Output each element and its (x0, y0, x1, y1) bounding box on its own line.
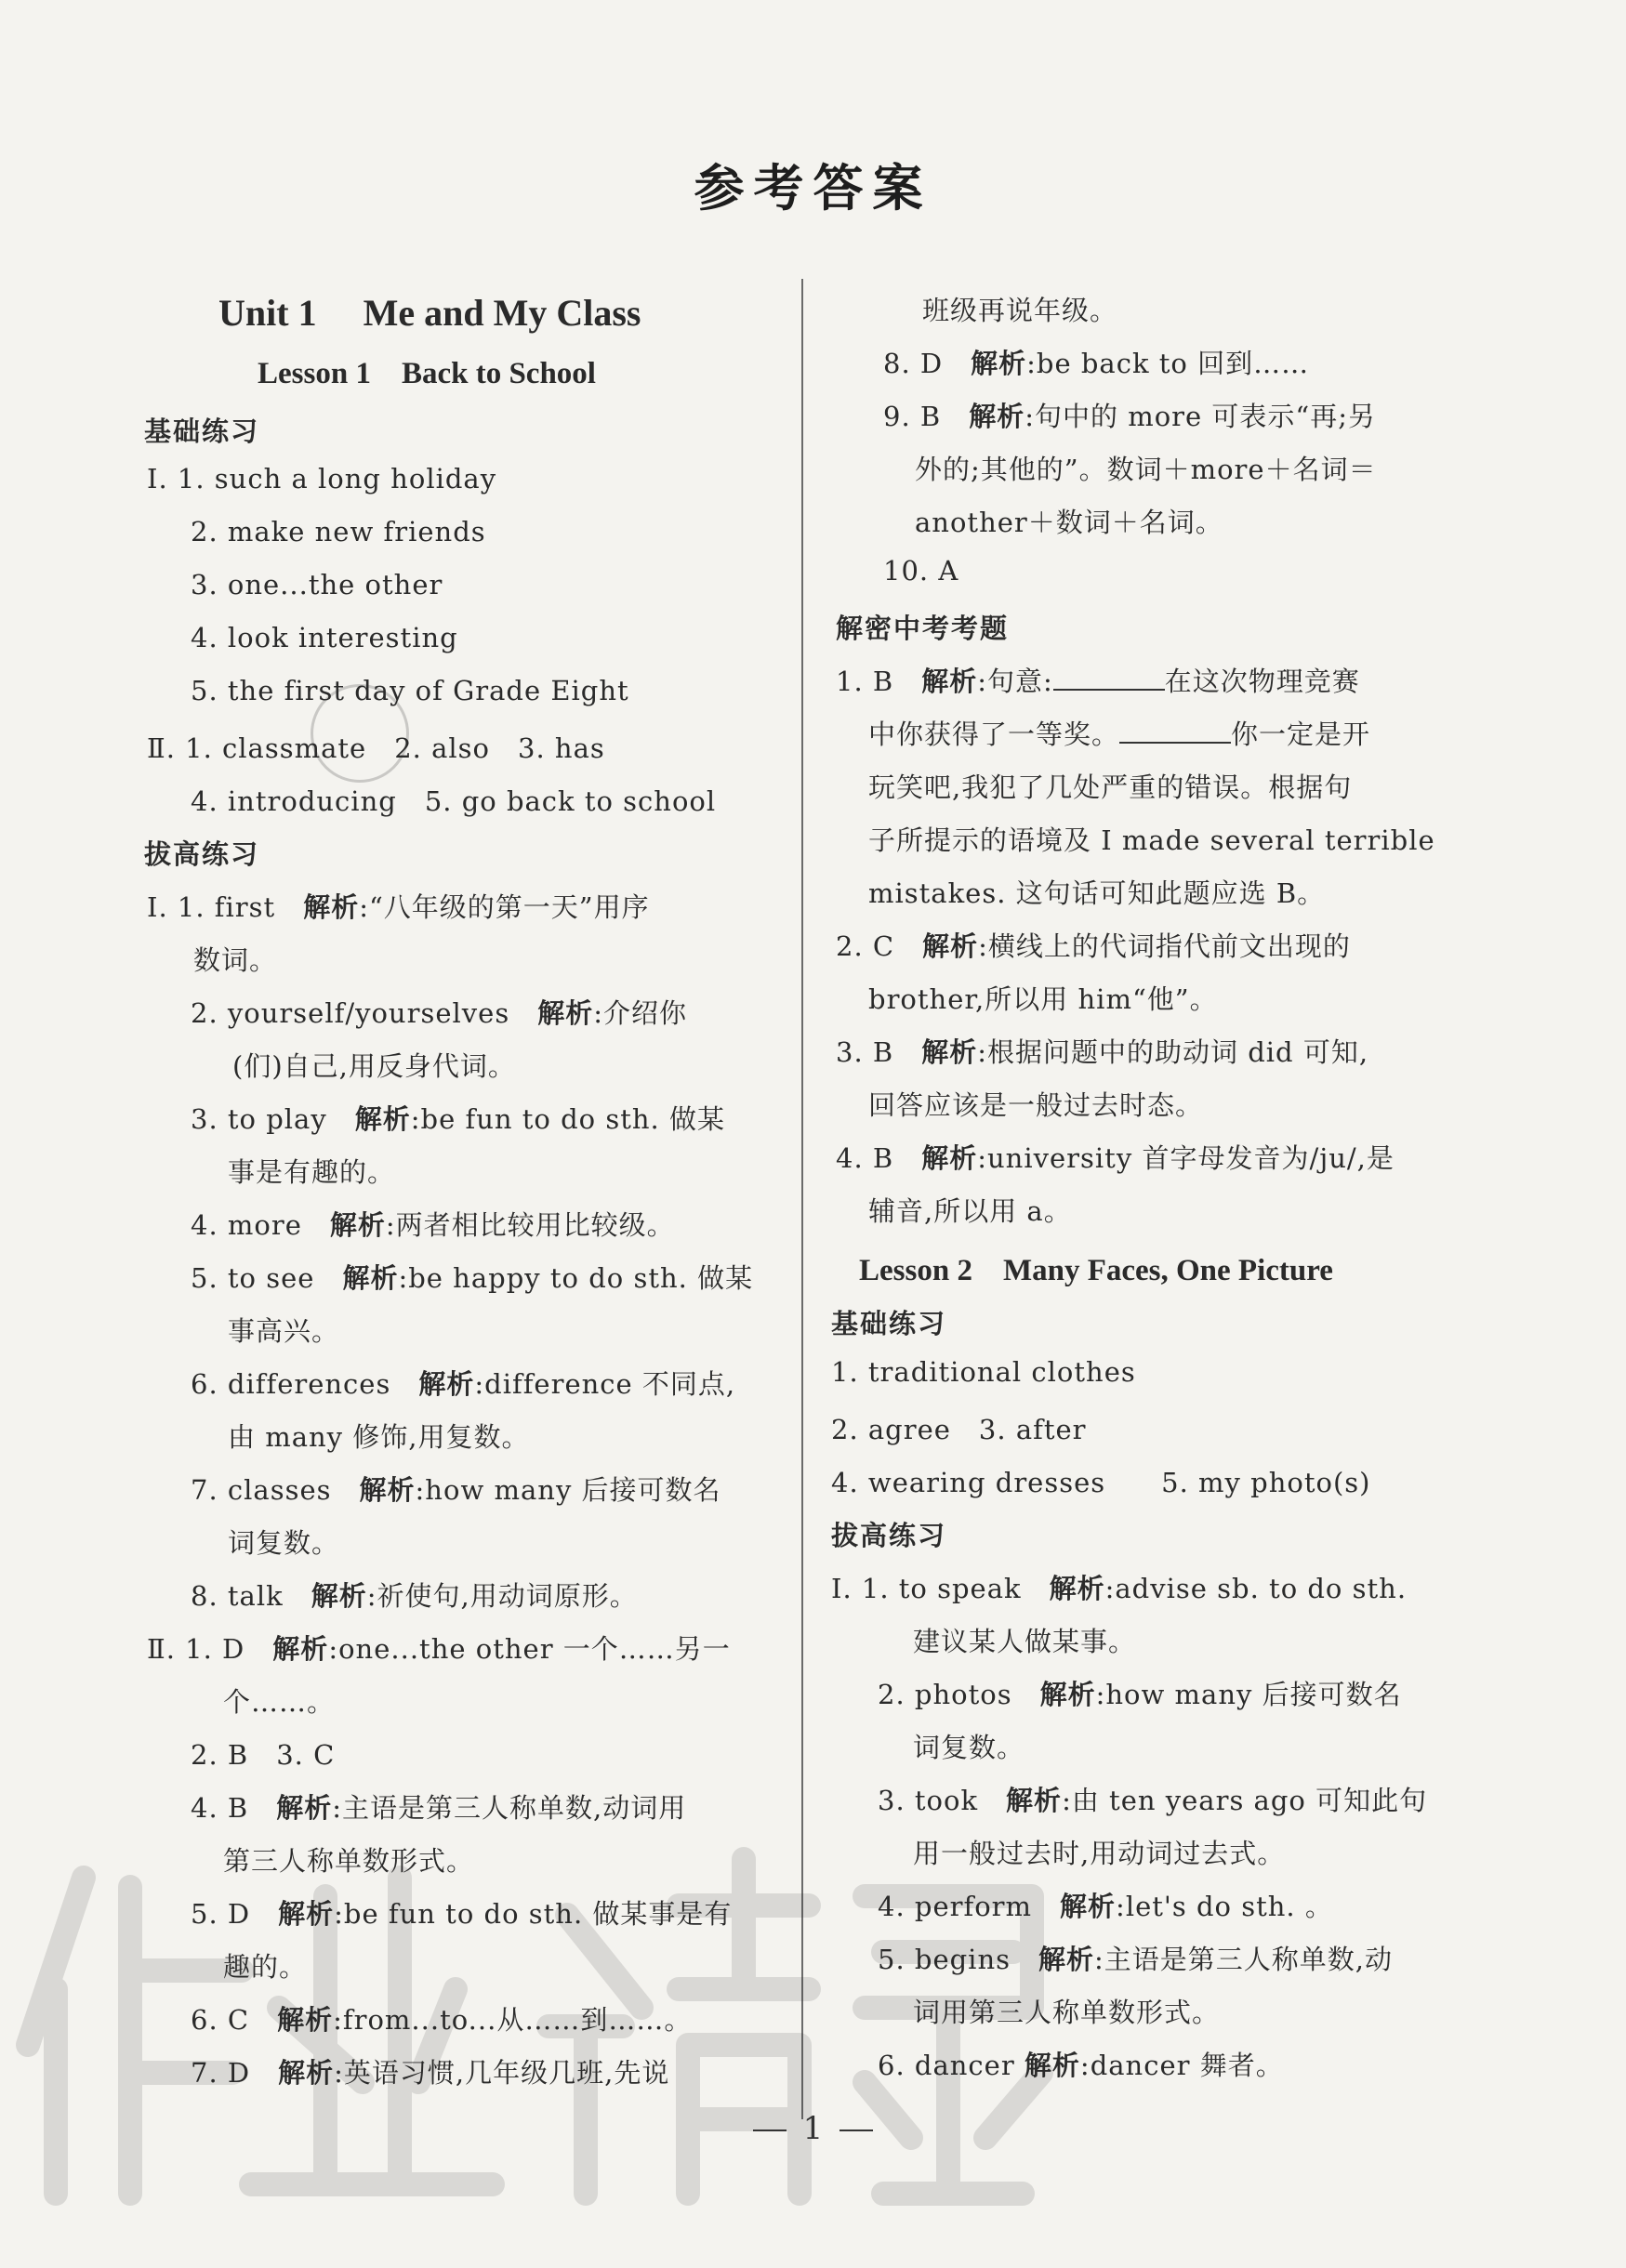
answer-line: brother,所以用 him“他”。 (868, 983, 1218, 1015)
fill-blank (1119, 719, 1231, 744)
answer-line: 词复数。 (913, 1732, 1025, 1763)
basic-line: 1. traditional clothes (831, 1356, 1136, 1388)
answer-line: 数词。 (193, 944, 278, 976)
basic-line: 4. look interesting (191, 622, 458, 653)
answer-line: 趣的。 (223, 1951, 308, 1983)
answer-line: Ⅰ. 1. to speak 解析:advise sb. to do sth. (831, 1573, 1408, 1604)
basic-line: 4. wearing dresses 5. my photo(s) (831, 1467, 1371, 1498)
answer-line: 3. to play 解析:be fun to do sth. 做某 (191, 1103, 725, 1135)
answer-line: 子所提示的语境及 I made several terrible (868, 824, 1435, 856)
fill-blank (1053, 666, 1165, 691)
answer-line: 事是有趣的。 (228, 1156, 396, 1188)
basic-line: 2. make new friends (191, 516, 486, 547)
answer-line: 1. B 解析:句意: 在这次物理竞赛 (836, 666, 1360, 697)
answer-line: 个……。 (223, 1686, 336, 1718)
answer-line: 7. classes 解析:how many 后接可数名 (191, 1474, 721, 1506)
answer-line: 建议某人做某事。 (913, 1626, 1137, 1657)
page-number: 1 (0, 2110, 1626, 2147)
answer-line: 4. B 解析:主语是第三人称单数,动词用 (191, 1792, 687, 1824)
answer-line: (们)自己,用反身代词。 (232, 1050, 516, 1082)
page-title: 参考答案 (694, 159, 932, 218)
answer-line: 5. begins 解析:主语是第三人称单数,动 (878, 1944, 1394, 1975)
answer-line: another＋数词＋名词。 (915, 507, 1223, 538)
answer-line: 5. D 解析:be fun to do sth. 做某事是有 (191, 1898, 733, 1930)
answer-line: 8. D 解析:be back to 回到…… (883, 348, 1310, 379)
answer-line: 外的;其他的”。数词＋more＋名词＝ (915, 454, 1377, 485)
answer-line: 3. took 解析:由 ten years ago 可知此句 (878, 1785, 1428, 1816)
answer-line: 辅音,所以用 a。 (868, 1195, 1072, 1227)
answer-line: 玩笑吧,我犯了几处严重的错误。根据句 (868, 771, 1353, 803)
answer-line: 4. B 解析:university 首字母发音为/ju/,是 (836, 1142, 1395, 1174)
answer-line: 由 many 修饰,用复数。 (228, 1421, 530, 1453)
answer-line: Ⅰ. 1. first 解析:“八年级的第一天”用序 (147, 891, 650, 923)
answer-line: 词用第三人称单数形式。 (913, 1997, 1221, 2028)
answer-line: 事高兴。 (228, 1315, 340, 1347)
answer-line: 2. photos 解析:how many 后接可数名 (878, 1679, 1402, 1710)
answer-line: 2. C 解析:横线上的代词指代前文出现的 (836, 930, 1351, 962)
answer-line: 2. yourself/yourselves 解析:介绍你 (191, 997, 688, 1029)
answer-line: 7. D 解析:英语习惯,几年级几班,先说 (191, 2057, 670, 2089)
answer-line: 6. dancer 解析:dancer 舞者。 (878, 2050, 1284, 2081)
answer-line: 4. more 解析:两者相比较用比较级。 (191, 1209, 675, 1241)
answer-line: 9. B 解析:句中的 more 可表示“再;另 (883, 401, 1377, 432)
answer-line: 回答应该是一般过去时态。 (868, 1089, 1204, 1121)
answer-line: 用一般过去时,用动词过去式。 (913, 1838, 1286, 1869)
section-advanced-practice: 拔高练习 (831, 1520, 947, 1551)
answer-line: 6. differences 解析:difference 不同点, (191, 1368, 736, 1400)
answer-line: 2. B 3. C (191, 1739, 336, 1771)
answer-line: mistakes. 这句话可知此题应选 B。 (868, 877, 1326, 909)
answer-line: 6. C 解析:from...to...从……到……。 (191, 2004, 693, 2036)
lesson2-title: Lesson 2 Many Faces, One Picture (859, 1254, 1333, 1287)
answer-line: 10. A (883, 555, 959, 587)
lesson1-title: Lesson 1 Back to School (258, 357, 596, 390)
answer-line: 4. perform 解析:let's do sth. 。 (878, 1891, 1333, 1922)
answer-line: 3. B 解析:根据问题中的助动词 did 可知, (836, 1036, 1369, 1068)
basic-line: 4. introducing 5. go back to school (191, 785, 717, 817)
answer-line: Ⅱ. 1. D 解析:one...the other 一个……另一 (147, 1633, 731, 1665)
unit-title: Unit 1 Me and My Class (218, 292, 641, 334)
answer-line: 第三人称单数形式。 (223, 1845, 475, 1877)
basic-line: 3. one...the other (191, 569, 443, 600)
answer-line: 8. talk 解析:祈使句,用动词原形。 (191, 1580, 638, 1612)
section-basic-practice: 基础练习 (831, 1308, 947, 1339)
watermark-logo (0, 1803, 1088, 2231)
basic-line: Ⅰ. 1. such a long holiday (147, 463, 497, 494)
answer-line: 词复数。 (228, 1527, 340, 1559)
basic-line: Ⅱ. 1. classmate 2. also 3. has (147, 732, 605, 764)
answer-line: 中你获得了一等奖。 你一定是开 (868, 719, 1371, 750)
section-exam-questions: 解密中考考题 (836, 613, 1010, 644)
dash-left (753, 2130, 787, 2131)
section-advanced-practice: 拔高练习 (144, 838, 260, 870)
section-basic-practice: 基础练习 (144, 415, 260, 447)
answer-line: 5. to see 解析:be happy to do sth. 做某 (191, 1262, 754, 1294)
basic-line: 5. the first day of Grade Eight (191, 675, 629, 706)
dash-right (839, 2130, 873, 2131)
answer-line: 班级再说年级。 (922, 295, 1118, 326)
basic-line: 2. agree 3. after (831, 1414, 1087, 1445)
